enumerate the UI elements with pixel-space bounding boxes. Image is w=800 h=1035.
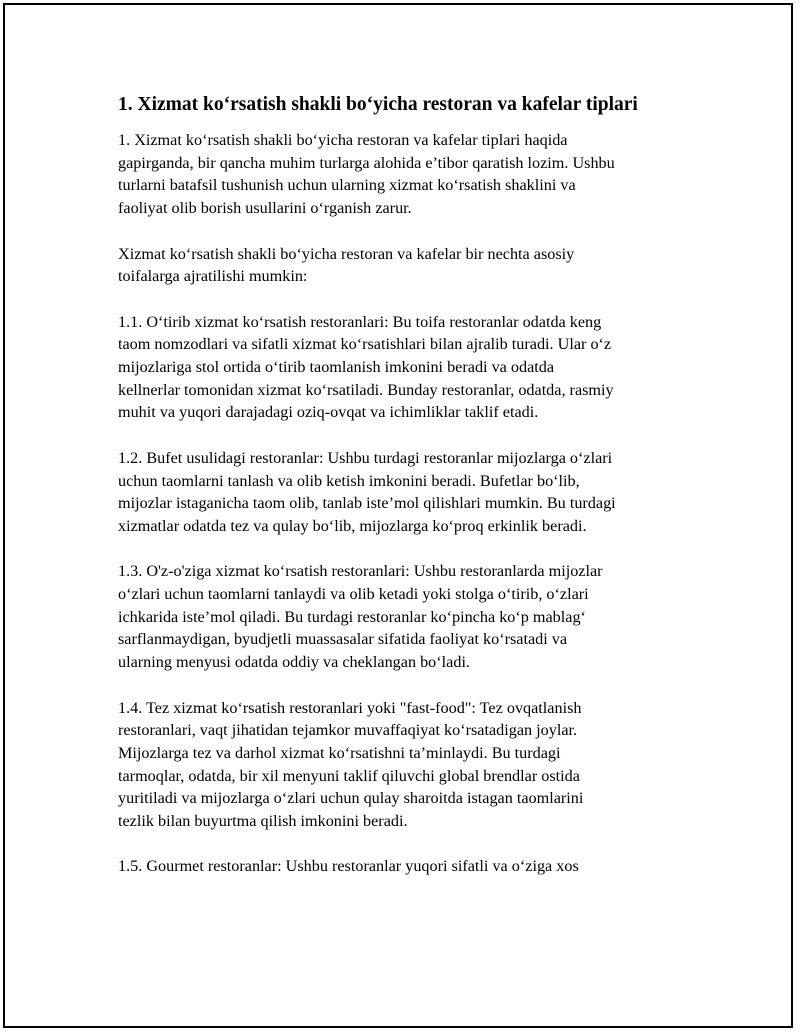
section-heading: 1. Xizmat ko‘rsatish shakli bo‘yicha restoran va kafelar tiplari xyxy=(118,94,638,115)
paragraph-1-2 xyxy=(118,447,708,538)
paragraph-line: 1.4. Tez xizmat ko‘rsatish restoranlari yoki "fast-food": Tez ovqatlanish xyxy=(118,698,582,717)
paragraph-line: tarmoqlar, odatda, bir xil menyuni taklif qiluvchi global brendlar ostida xyxy=(118,766,580,785)
paragraph-line: 1. Xizmat ko‘rsatish shakli bo‘yicha restoran va kafelar tiplari haqida xyxy=(118,131,568,149)
paragraph-line: gapirganda, bir qancha muhim turlarga alohida e’tibor qaratish lozim. Ushbu xyxy=(118,153,615,172)
paragraph-line: turlarni batafsil tushunish uchun ularning xizmat ko‘rsatish shaklini va xyxy=(118,176,576,195)
paragraph-line: yuritiladi va mijozlarga o‘zlari uchun qulay sharoitda istagan taomlarini xyxy=(118,789,584,808)
paragraph-categories xyxy=(118,243,708,288)
paragraph-line: toifalarga ajratilishi mumkin: xyxy=(118,267,308,286)
paragraph-line: mijozlar istaganicha taom olib, tanlab iste’mol qilishlari mumkin. Bu turdagi xyxy=(118,494,616,513)
paragraph-line: ularning menyusi odatda oddiy va cheklangan bo‘ladi. xyxy=(118,653,470,672)
paragraph-line: Xizmat ko‘rsatish shakli bo‘yicha restoran va kafelar bir nechta asosiy xyxy=(118,244,575,263)
paragraph-line: mijozlariga stol ortida o‘tirib taomlanish imkonini beradi va odatda xyxy=(118,358,555,376)
paragraph-intro xyxy=(118,129,708,220)
paragraph-line: faoliyat olib borish usullarini o‘rganish zarur. xyxy=(118,199,412,218)
paragraph-line: 1.3. O'z-o'ziga xizmat ko‘rsatish restoranlari: Ushbu restoranlarda mijozlar xyxy=(118,562,603,581)
paragraph-line: kellnerlar tomonidan xizmat ko‘rsatiladi. Bunday restoranlar, odatda, rasmiy xyxy=(118,380,614,399)
paragraph-1-3 xyxy=(118,560,708,674)
paragraph-line: tezlik bilan buyurtma qilish imkonini beradi. xyxy=(118,812,408,831)
paragraph-line: 1.1. O‘tirib xizmat ko‘rsatish restoranlari: Bu toifa restoranlar odatda keng xyxy=(118,312,602,331)
paragraph-line: Mijozlarga tez va darhol xizmat ko‘rsatishni ta’minlaydi. Bu turdagi xyxy=(118,743,561,762)
paragraph-1-4 xyxy=(118,697,708,833)
paragraph-line: ichkarida iste’mol qiladi. Bu turdagi restoranlar ko‘pincha ko‘p mablag‘ xyxy=(118,607,586,626)
paragraph-line: muhit va yuqori darajadagi oziq-ovqat va ichimliklar taklif etadi. xyxy=(118,403,539,422)
paragraph-line: uchun taomlarni tanlash va olib ketish imkonini beradi. Bufetlar bo‘lib, xyxy=(118,471,580,490)
paragraph-line: 1.2. Bufet usulidagi restoranlar: Ushbu turdagi restoranlar mijozlarga o‘zlari xyxy=(118,448,613,467)
paragraph-line: taom nomzodlari va sifatli xizmat ko‘rsatishlari bilan ajralib turadi. Ular o‘z xyxy=(118,335,612,354)
paragraph-line: o‘zlari uchun taomlarni tanlaydi va olib ketadi yoki stolga o‘tirib, o‘zlari xyxy=(118,585,589,603)
paragraph-1-1 xyxy=(118,311,708,425)
document-body xyxy=(118,92,708,901)
paragraph-line: xizmatlar odatda tez va qulay bo‘lib, mijozlarga ko‘proq erkinlik beradi. xyxy=(118,516,587,535)
paragraph-line: 1.5. Gourmet restoranlar: Ushbu restoranlar yuqori sifatli va o‘ziga xos xyxy=(118,857,579,876)
paragraph-line: sarflanmaydigan, byudjetli muassasalar sifatida faoliyat ko‘rsatadi va xyxy=(118,630,568,649)
paragraph-1-5 xyxy=(118,855,708,878)
paragraph-line: restoranlari, vaqt jihatidan tejamkor muvaffaqiyat ko‘rsatadigan joylar. xyxy=(118,721,578,740)
